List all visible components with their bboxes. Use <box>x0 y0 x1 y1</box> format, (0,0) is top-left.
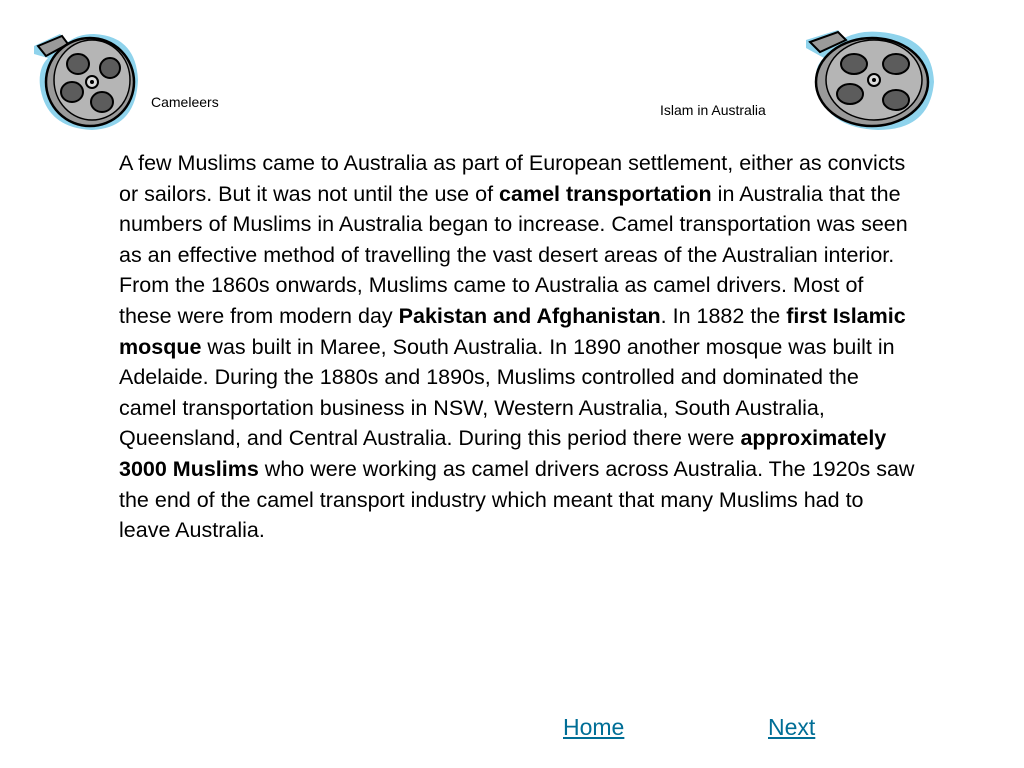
film-reel-icon <box>34 34 138 130</box>
paragraph-bold-pakistan-afghanistan: Pakistan and Afghanistan <box>398 303 661 328</box>
islam-in-australia-label: Islam in Australia <box>660 102 766 118</box>
paragraph-text-1: A few Muslims came to Australia as part of European settlement, either as convicts or sailors. But it was not until the use of <box>119 151 906 206</box>
cameleers-label: Cameleers <box>151 94 219 110</box>
paragraph-bold-first-mosque: first Islamic mosque <box>119 303 906 359</box>
paragraph-text-2: in Australia that the numbers of Muslims in Australia began to increase. Camel transportation was seen as an effective method of travelling the vast desert areas of the Australian interior. From the 1860s onwards, Muslims came to Australia as camel drivers. Most of these were from modern day <box>119 181 908 328</box>
paragraph-bold-approx-3000: approximately 3000 Muslims <box>119 426 887 481</box>
film-reel-icon-right <box>804 28 938 134</box>
film-reel-icon <box>806 30 934 130</box>
film-reel-icon-left <box>28 28 142 134</box>
main-paragraph <box>119 148 919 546</box>
paragraph-text-4: was built in Maree, South Australia. In 1890 another mosque was built in Adelaide. During the 1880s and 1890s, Muslims controlled and dominated the camel transportation business in NSW, Western Australia, South Australia, Queensland, and Central Australia. During this period there were <box>119 334 895 451</box>
home-link[interactable]: Home <box>563 714 625 740</box>
paragraph-text-3: . In 1882 the <box>660 303 787 328</box>
next-link[interactable]: Next <box>768 714 816 740</box>
paragraph-text-5: who were working as camel drivers across Australia. The 1920s saw the end of the camel transport industry which meant that many Muslims had to leave Australia. <box>119 456 915 543</box>
paragraph-bold-camel-transportation: camel transportation <box>499 181 712 206</box>
